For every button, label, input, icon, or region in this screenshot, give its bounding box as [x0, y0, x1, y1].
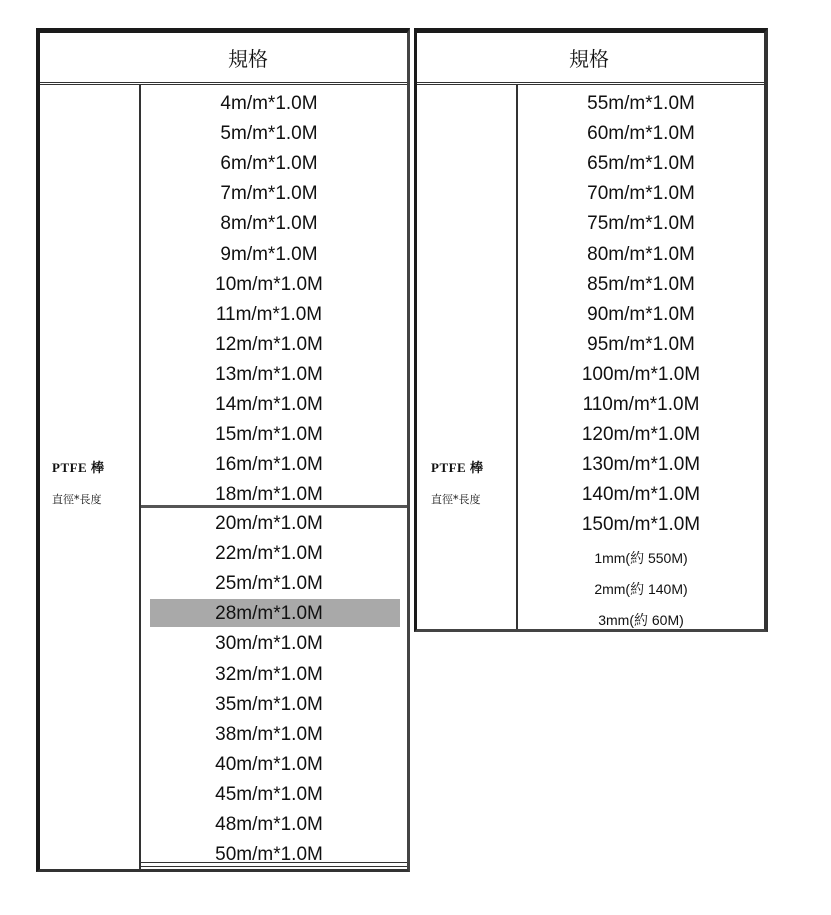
spec-item: 18m/m*1.0M: [215, 484, 323, 506]
spec-item: 95m/m*1.0M: [587, 333, 695, 355]
spec-item: 60m/m*1.0M: [587, 123, 695, 145]
left-label-sub: 直徑*長度: [52, 493, 102, 506]
right-label-main: PTFE 棒: [431, 460, 484, 475]
spec-item: 45m/m*1.0M: [215, 783, 323, 805]
spec-item: 13m/m*1.0M: [215, 363, 323, 385]
spec-item: 8m/m*1.0M: [220, 213, 318, 235]
left-header-label: 規格: [228, 47, 268, 71]
left-spec-table: [36, 28, 410, 872]
spec-item: 4m/m*1.0M: [220, 93, 318, 114]
spec-item-small: 1mm(約 550M): [594, 549, 688, 566]
spec-item: 11m/m*1.0M: [215, 303, 323, 325]
spec-item: 120m/m*1.0M: [581, 424, 701, 446]
spec-item: 6m/m*1.0M: [220, 153, 318, 175]
spec-item: 9m/m*1.0M: [220, 243, 318, 265]
spec-item: 140m/m*1.0M: [581, 484, 701, 506]
spec-item: 75m/m*1.0M: [587, 213, 695, 235]
spec-item: 28m/m*1.0M: [215, 603, 323, 625]
left-column-divider: [139, 85, 141, 869]
spec-item: 40m/m*1.0M: [215, 753, 323, 775]
spec-item: 16m/m*1.0M: [215, 454, 323, 476]
spec-item: 55m/m*1.0M: [587, 93, 695, 114]
spec-item: 48m/m*1.0M: [215, 814, 323, 835]
right-column-divider: [516, 85, 518, 629]
spec-item: 5m/m*1.0M: [220, 123, 318, 145]
spec-item: 50m/m*1.0M: [215, 844, 323, 866]
spec-item: 150m/m*1.0M: [581, 514, 701, 536]
spec-item: 15m/m*1.0M: [215, 424, 323, 446]
left-header: [40, 33, 407, 85]
spec-item-small: 3mm(約 60M): [598, 611, 684, 628]
left-row-label: [52, 457, 104, 507]
spec-item: 70m/m*1.0M: [587, 183, 695, 205]
right-header-label: 規格: [569, 47, 609, 71]
right-spec-table: [414, 28, 768, 632]
spec-item: 14m/m*1.0M: [215, 394, 323, 415]
spec-item: 7m/m*1.0M: [220, 183, 318, 205]
spec-item: 38m/m*1.0M: [215, 723, 323, 745]
spec-item: 32m/m*1.0M: [215, 663, 323, 685]
right-label-sub: 直徑*長度: [431, 493, 481, 506]
spec-item: 130m/m*1.0M: [581, 454, 701, 476]
spec-item: 25m/m*1.0M: [215, 573, 323, 595]
right-header: [417, 33, 764, 85]
spec-item: 65m/m*1.0M: [587, 153, 695, 175]
left-bottom-rule: [141, 862, 407, 867]
left-label-main: PTFE 棒: [52, 460, 105, 475]
spec-item: 22m/m*1.0M: [215, 543, 323, 565]
spec-item: 100m/m*1.0M: [581, 363, 701, 385]
spec-item: 35m/m*1.0M: [215, 693, 323, 715]
spec-item: 30m/m*1.0M: [215, 633, 323, 655]
spec-item: 90m/m*1.0M: [587, 303, 695, 325]
spec-item: 80m/m*1.0M: [587, 243, 695, 265]
spec-item: 110m/m*1.0M: [582, 394, 700, 415]
right-row-label: [431, 457, 483, 507]
spec-item-small: 2mm(約 140M): [594, 580, 688, 597]
spec-item: 12m/m*1.0M: [215, 333, 323, 355]
spec-item: 10m/m*1.0M: [215, 273, 323, 295]
spec-item: 85m/m*1.0M: [587, 273, 695, 295]
spec-item: 20m/m*1.0M: [215, 513, 323, 534]
